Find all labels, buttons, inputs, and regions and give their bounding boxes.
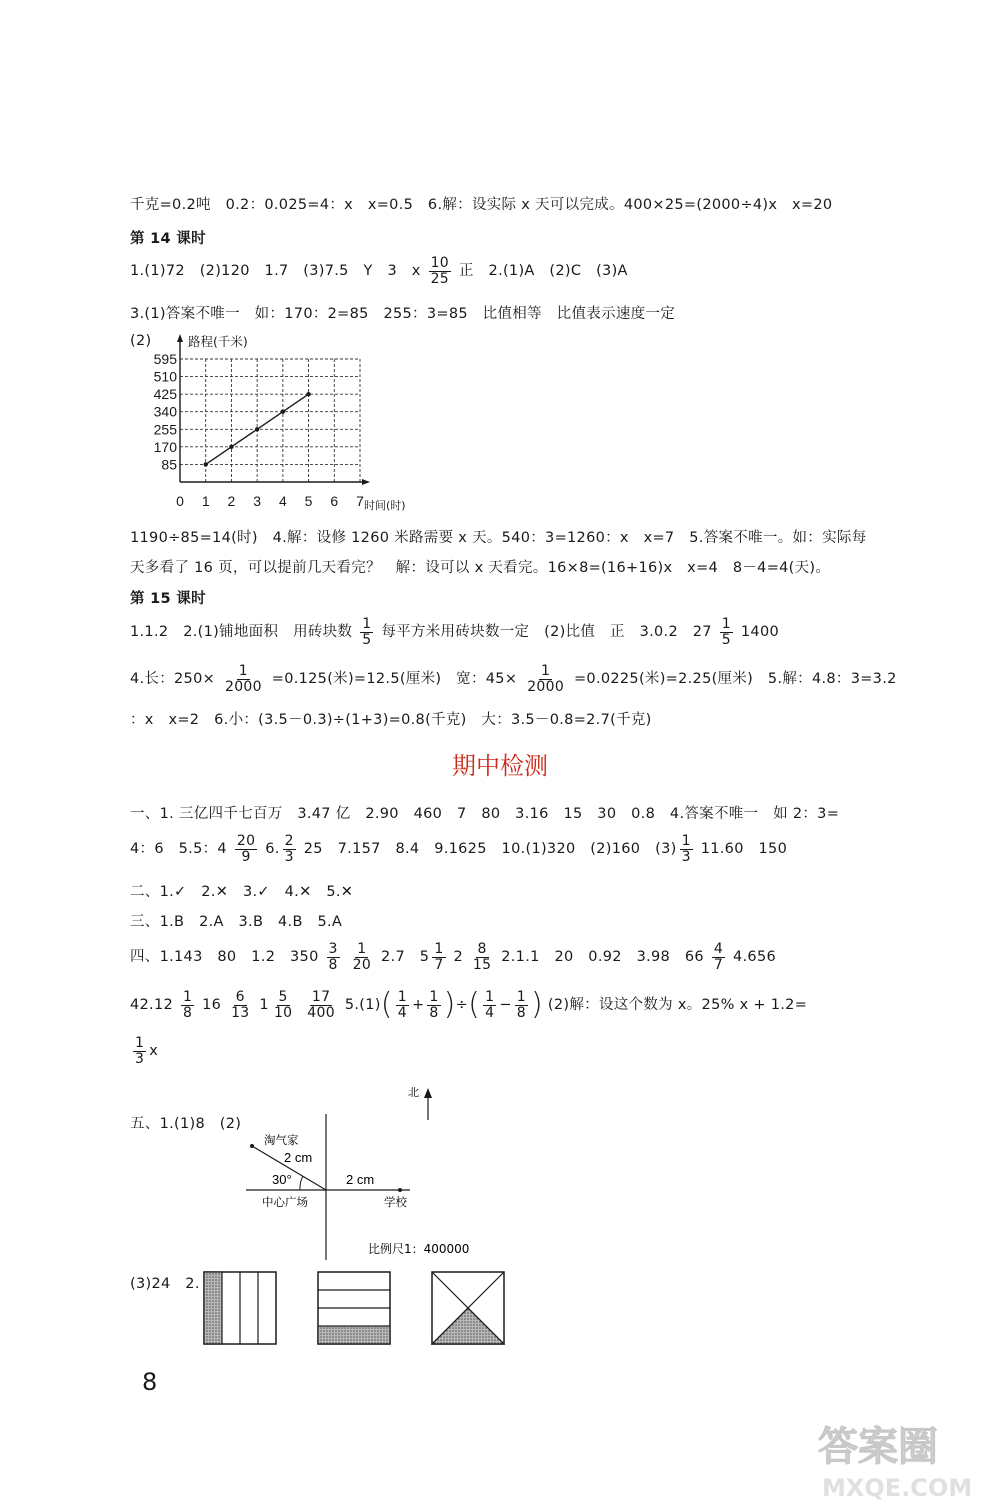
fraction: $\frac{2}{3}$ — [284, 833, 294, 865]
fraction: $\frac{10}{25}$ — [430, 255, 450, 287]
answer-line: 1.1.2 2.(1)铺地面积 用砖块数 $\frac{1}{5}$ 每平方米用砖块数一定 (2)比值 正 3.0.2 27 $\frac{1}{5}$ 1400 — [130, 616, 779, 648]
fraction: $\frac{1}{4}$ — [485, 989, 495, 1021]
x-tick-label: 6 — [330, 493, 339, 509]
fraction: $\frac{1}{8}$ — [429, 989, 439, 1021]
fraction: $\frac{1}{2000}$ — [527, 663, 565, 695]
x-axis-label: 时间(时) — [364, 499, 406, 512]
answer-line: 一、1. 三亿四千七百万 3.47 亿 2.90 460 7 80 3.16 15 30 0.8 4.答案不唯一 如 2：3= — [130, 806, 840, 822]
x-axis-arrow — [362, 479, 370, 485]
square-horizontal-quarters — [318, 1272, 390, 1344]
lesson-heading: 第 14 课时 — [130, 231, 206, 247]
fraction: $\frac{6}{13}$ — [231, 989, 250, 1021]
x-tick-label: 2 — [227, 493, 236, 509]
distance-label-1: 2 cm — [284, 1150, 313, 1165]
distance-time-chart — [140, 332, 440, 522]
data-point — [281, 410, 285, 414]
fraction: $\frac{1}{3}$ — [135, 1035, 145, 1067]
home-label: 淘气家 — [264, 1133, 299, 1147]
fraction: $\frac{4}{7}$ — [713, 941, 724, 973]
answer-line: 四、1.143 80 1.2 350 $\frac{3}{8}$ $\frac{1}{20}$ 2.7 5 $\frac{1}{7}$ 2 $\frac{8}{15}$ 2.1.1 20 0.92 3.98 66 $\frac{4}{7}$ 4.656 — [130, 941, 776, 973]
angle-label: 30° — [272, 1172, 292, 1187]
square-vertical-quarters — [204, 1272, 276, 1344]
fraction: $\frac{8}{15}$ — [472, 941, 492, 973]
y-tick-label: 425 — [153, 386, 177, 403]
answer-line: 1190÷85=14(时) 4.解：设修 1260 米路需要 x 天。540：3=1260：x x=7 5.答案不唯一。如：实际每 — [130, 530, 867, 546]
x-tick-label: 1 — [201, 493, 210, 509]
answer-line: 二、1.✓ 2.✕ 3.✓ 4.✕ 5.✕ — [130, 884, 354, 900]
fraction: $\frac{1}{5}$ — [721, 616, 731, 648]
answer-line: ：x x=2 6.小：(3.5－0.3)÷(1+3)=0.8(千克) 大：3.5－0.8=2.7(千克) — [130, 712, 652, 728]
answer-line: 五、1.(1)8 (2) — [130, 1116, 242, 1132]
distance-label-2: 2 cm — [346, 1172, 375, 1187]
watermark-logo — [810, 1404, 990, 1504]
y-tick-label: 170 — [153, 438, 177, 455]
answer-line: 3.(1)答案不唯一 如：170：2=85 255：3=85 比值相等 比值表示速度一定 — [130, 306, 676, 322]
fraction: $\frac{17}{400}$ — [307, 989, 335, 1021]
section-title: 期中检测 — [452, 752, 548, 780]
x-tick-label: 7 — [356, 493, 364, 509]
y-tick-label: 255 — [153, 421, 177, 438]
fraction: $\frac{1}{2000}$ — [224, 663, 262, 695]
fraction: $\frac{3}{8}$ — [328, 941, 338, 973]
fraction: $\frac{1}{4}$ — [397, 989, 407, 1021]
svg-text:MXQE.COM: MXQE.COM — [822, 1474, 973, 1502]
shaded-squares — [200, 1270, 510, 1348]
y-tick-label: 595 — [153, 351, 177, 367]
school-label: 学校 — [384, 1195, 407, 1209]
fraction: $\frac{1}{8}$ — [182, 989, 193, 1021]
fraction: $\frac{1}{20}$ — [352, 941, 372, 973]
answer-line: 天多看了 16 页，可以提前几天看完？ 解：设可以 x 天看完。16×8=(16+16)x x=4 8－4=4(天)。 — [130, 560, 831, 576]
answer-line: 千克=0.2吨 0.2：0.025=4：x x=0.5 6.解：设实际 x 天可以完成。400×25=(2000÷4)x x=20 — [130, 197, 833, 213]
answer-line: 42.12 $\frac{1}{8}$ 16 $\frac{6}{13}$ 1 $\frac{5}{10}$ $\frac{17}{400}$ 5.(1)( $\frac{1}{4}$ + $\frac{1}{8}$ )÷( $\frac{1}{4}$ − $\frac{1}{8}$ ) (2)解：设这个数为 x。25% x + 1.2= — [130, 987, 808, 1023]
answer-line: (2) — [130, 333, 152, 349]
fraction: $\frac{1}{7}$ — [434, 941, 444, 973]
y-tick-label: 510 — [153, 368, 177, 385]
y-axis-label: 路程(千米) — [188, 334, 248, 349]
fraction: $\frac{5}{10}$ — [273, 989, 293, 1021]
answer-text: 1.(1)72 (2)120 1.7 (3)7.5 Y 3 x — [130, 263, 421, 280]
page-number: 8 — [142, 1368, 158, 1396]
answer-line: 三、1.B 2.A 3.B 4.B 5.A — [130, 914, 343, 930]
lesson-heading: 第 15 课时 — [130, 591, 206, 607]
direction-map — [240, 1080, 500, 1270]
y-axis-arrow — [177, 334, 183, 342]
answer-line: (3)24 2. — [130, 1276, 200, 1292]
fraction: $\frac{1}{5}$ — [362, 616, 372, 648]
fraction: $\frac{1}{3}$ — [681, 833, 691, 865]
answer-text: 正 2.(1)A (2)C (3)A — [458, 263, 628, 280]
square-diagonal-quarters — [432, 1272, 504, 1344]
answer-line: $\frac{1}{3}$ x — [135, 1035, 159, 1067]
fraction: $\frac{20}{9}$ — [236, 833, 256, 865]
x-tick-label: 5 — [304, 493, 313, 509]
data-point — [255, 427, 259, 431]
answer-line: 4.长：250× $\frac{1}{2000}$ =0.125(米)=12.5(厘米) 宽：45× $\frac{1}{2000}$ =0.0225(米)=2.25(厘米) 5.解：4.8：3=3.2 — [130, 663, 897, 695]
north-label: 北 — [408, 1086, 419, 1099]
center-label: 中心广场 — [262, 1195, 308, 1209]
x-tick-label: 3 — [253, 493, 262, 509]
y-tick-label: 85 — [161, 456, 177, 473]
svg-text:答案圈: 答案圈 — [818, 1424, 938, 1470]
data-point — [229, 445, 233, 449]
x-tick-label: 4 — [278, 493, 287, 509]
data-point — [204, 462, 208, 466]
x-tick-label: 0 — [176, 493, 184, 509]
y-tick-label: 340 — [153, 403, 177, 420]
answer-line: 4：6 5.5：4 $\frac{20}{9}$ 6. $\frac{2}{3}$ 25 7.157 8.4 9.1625 10.(1)320 (2)160 (3) $\frac{1}{3}$ 11.60 150 — [130, 833, 788, 865]
fraction: $\frac{1}{8}$ — [516, 989, 526, 1021]
data-point — [306, 392, 310, 396]
scale-label: 比例尺1：400000 — [368, 1242, 470, 1256]
answer-line — [130, 256, 628, 286]
